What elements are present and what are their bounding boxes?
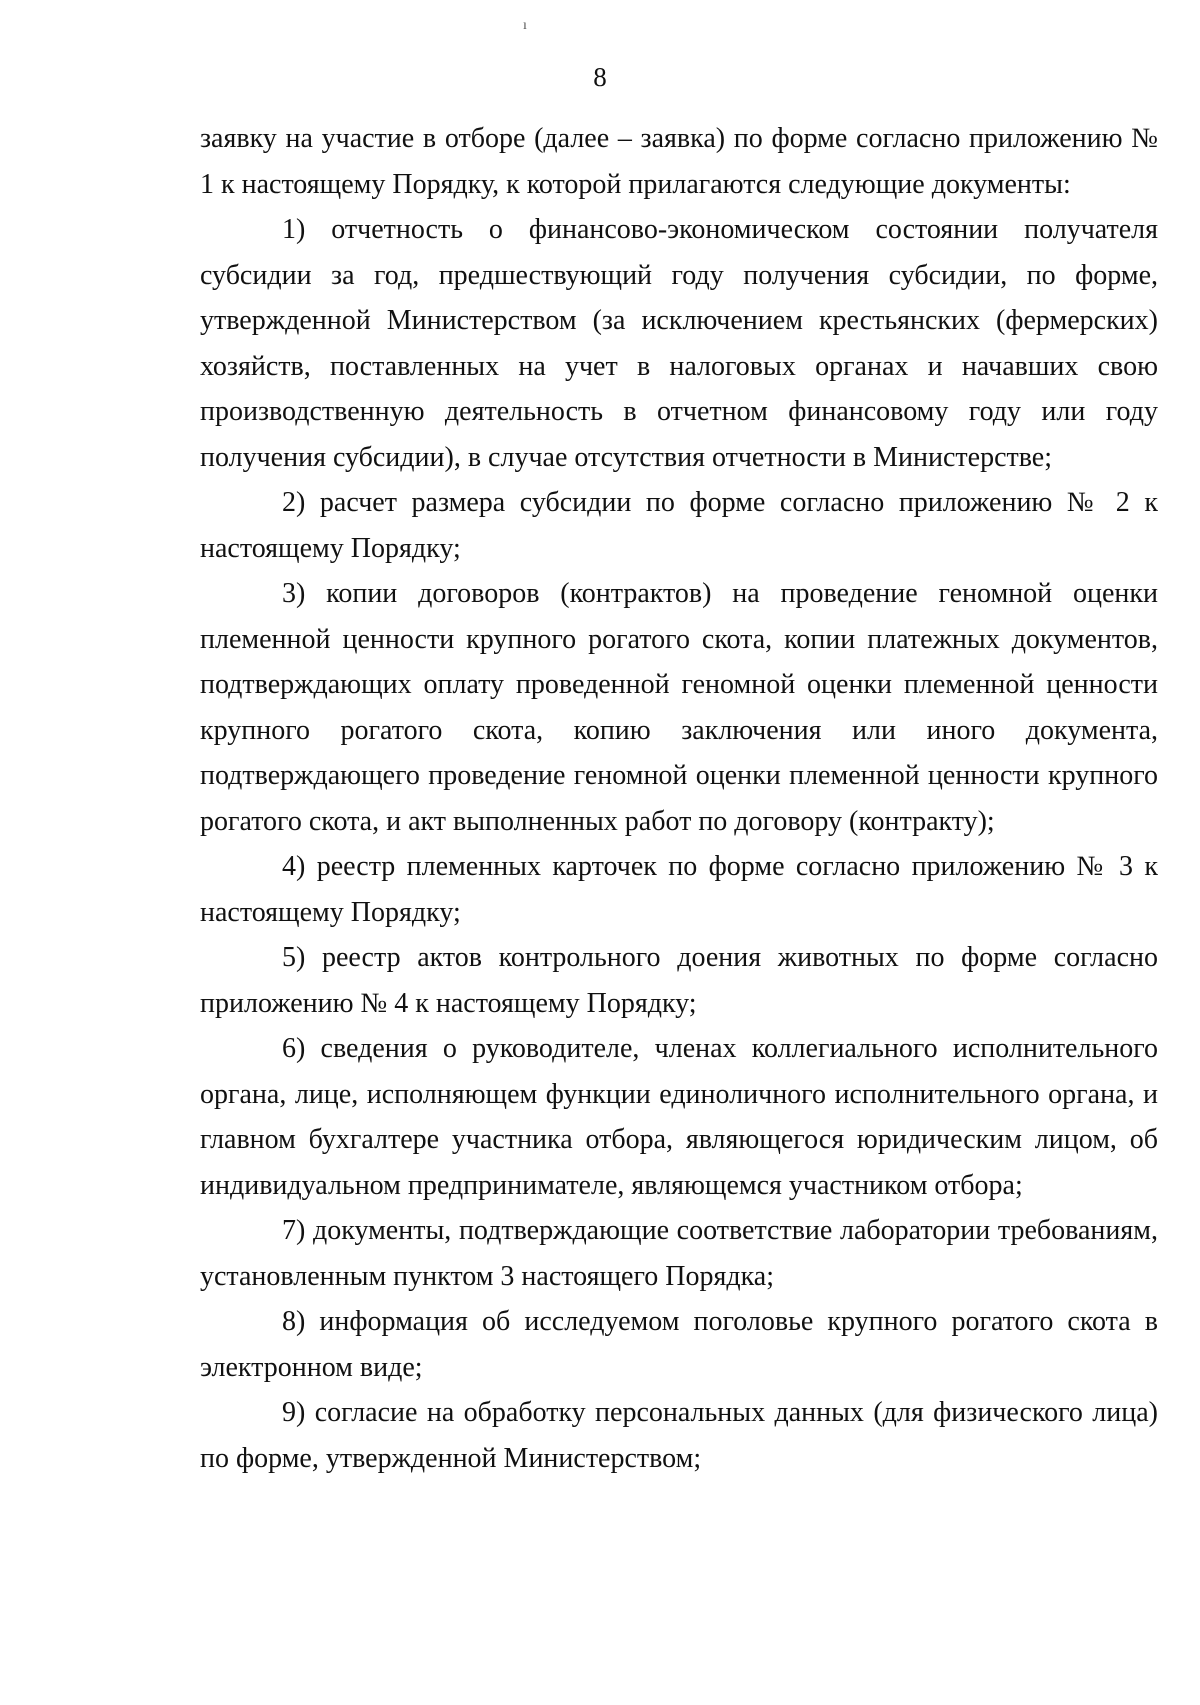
list-item-1: 1) отчетность о финансово-экономическом состоянии получателя субсидии за год, предшествующий году получения субсидии, по форме, утвержденной Министерством (за исключением крестьянских (фермерских) хозяйств, поставленных на учет в налоговых органах и начавших свою производственную деятельность в отчетном финансовому году или году получения субсидии), в случае отсутствия отчетности в Министерстве; <box>200 214 1158 473</box>
list-item-3: 3) копии договоров (контрактов) на проведение геномной оценки племенной ценности крупного рогатого скота, копии платежных документов, подтверждающих оплату проведенной геномной оценки племенной ценности крупного рогатого скота, копию заключения или иного документа, подтверждающего проведение геномной оценки племенной ценности крупного рогатого скота, и акт выполненных работ по договору (контракту); <box>200 578 1158 837</box>
list-item-5: 5) реестр актов контрольного доения животных по форме согласно приложению № 4 к настоящему Порядку; <box>200 942 1158 1019</box>
list-item-6: 6) сведения о руководителе, членах коллегиального исполнительного органа, лице, исполняющем функции единоличного исполнительного органа, и главном бухгалтере участника отбора, являющегося юридическим лицом, об индивидуальном предпринимателе, являющемся участником отбора; <box>200 1033 1158 1201</box>
list-item-7: 7) документы, подтверждающие соответствие лаборатории требованиям, установленным пунктом 3 настоящего Порядка; <box>200 1215 1158 1292</box>
list-item-4: 4) реестр племенных карточек по форме согласно приложению № 3 к настоящему Порядку; <box>200 851 1158 928</box>
list-item-9: 9) согласие на обработку персональных данных (для физического лица) по форме, утвержденной Министерством; <box>200 1397 1158 1474</box>
scan-artifact: ı <box>523 18 527 33</box>
list-item-2: 2) расчет размера субсидии по форме согласно приложению № 2 к настоящему Порядку; <box>200 487 1158 564</box>
document-body <box>200 116 1158 1481</box>
paragraph-intro: заявку на участие в отборе (далее – заявка) по форме согласно приложению № 1 к настоящему Порядку, к которой прилагаются следующие документы: <box>200 123 1158 200</box>
page-number: 8 <box>593 62 607 92</box>
list-item-8: 8) информация об исследуемом поголовье крупного рогатого скота в электронном виде; <box>200 1306 1158 1383</box>
